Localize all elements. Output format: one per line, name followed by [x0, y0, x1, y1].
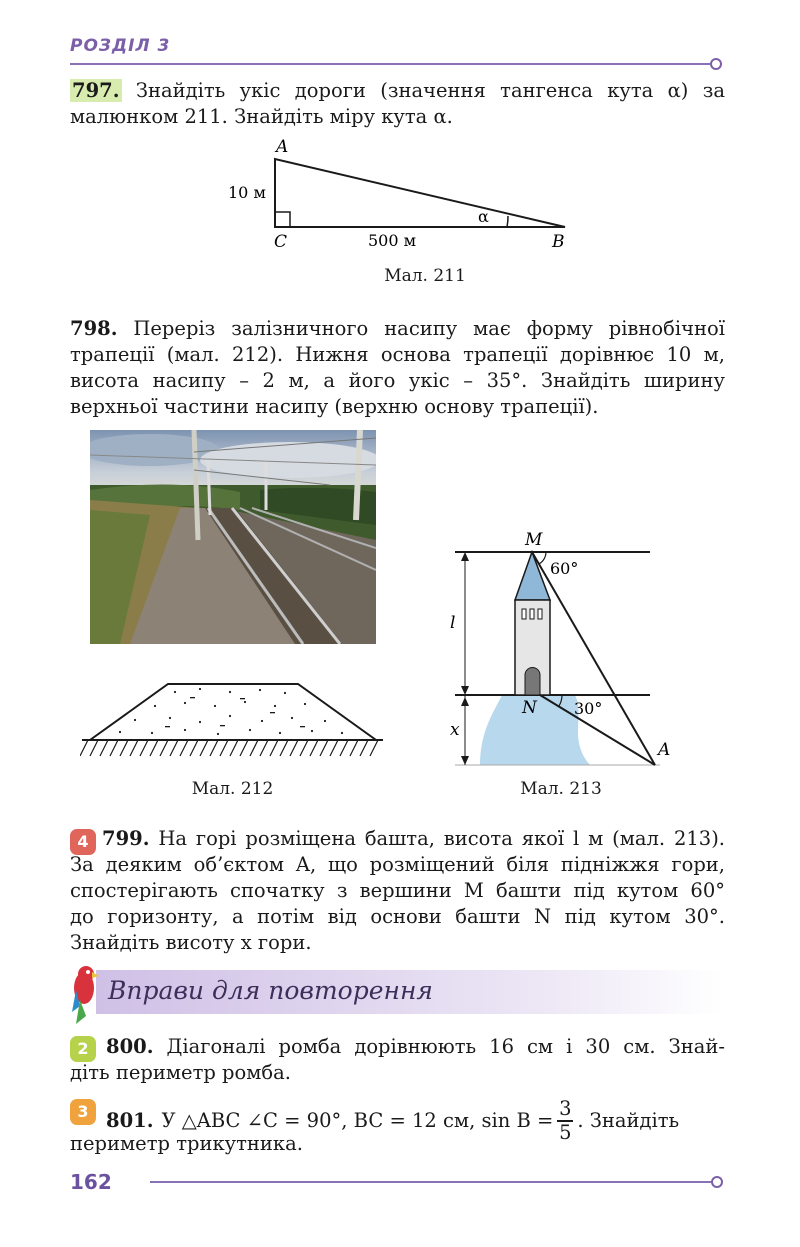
exercise-text: Знайдіть висоту x гори. [70, 931, 312, 954]
fraction-denominator: 5 [559, 1120, 572, 1144]
exercise-text: периметр трикутника. [70, 1132, 303, 1155]
exercise-text: На горі розміщена башта, висота якої l м (мал. 213). [158, 827, 726, 850]
exercise-text: спостерігають спочатку з вершини M башти під кутом 60° [70, 879, 725, 902]
difficulty-badge-2: 2 [70, 1036, 96, 1062]
figure-213-caption: Мал. 213 [520, 779, 602, 799]
exercise-800 [70, 1034, 725, 1086]
exercise-text: . Знайдіть [577, 1108, 680, 1132]
vertex-b-label: B [552, 232, 565, 252]
exercise-797 [70, 78, 725, 130]
exercise-number: 798. [70, 317, 118, 340]
exercise-number: 800. [106, 1035, 154, 1058]
exercise-text: діть периметр ромба. [70, 1061, 291, 1084]
footer-rule [150, 1181, 712, 1183]
point-a-label: A [658, 740, 671, 760]
header-rule [70, 63, 710, 65]
base-length-label: 500 м [368, 231, 417, 250]
review-title: Вправи для повторення [108, 976, 433, 1005]
height-x-label: x [450, 720, 460, 740]
exercise-number: 801. [106, 1108, 154, 1132]
section-label: РОЗДІЛ 3 [70, 36, 171, 56]
fraction [557, 1098, 573, 1144]
point-n-label: N [522, 698, 537, 718]
exercise-text: У △ABC ∠C = 90°, BC = 12 см, sin B = [161, 1108, 554, 1132]
exercise-text: Переріз залізничного насипу має форму рівнобічної [133, 317, 725, 340]
page-number: 162 [70, 1170, 112, 1194]
angle-60-label: 60° [550, 559, 579, 578]
angle-30-label: 30° [574, 699, 603, 718]
height-l-label: l [450, 613, 456, 633]
exercise-text: За деяким об’єктом A, що розміщений біля підніжжя гори, [70, 853, 725, 876]
vertex-c-label: C [274, 232, 288, 252]
header-dot-icon [710, 58, 722, 70]
exercise-text: Діагоналі ромба дорівнюють 16 см і 30 см. Знай- [166, 1035, 725, 1058]
railway-photo [90, 430, 376, 644]
difficulty-badge-3: 3 [70, 1099, 96, 1125]
exercise-799 [70, 826, 725, 956]
point-m-label: M [525, 530, 543, 550]
footer-dot-icon [711, 1176, 723, 1188]
exercise-text: до горизонту, а потім від основи башти N під кутом 30°. [70, 905, 725, 928]
figure-212-embankment [80, 678, 385, 760]
parrot-icon [66, 962, 102, 1026]
exercise-number: 797. [72, 79, 120, 102]
fraction-numerator: 3 [559, 1097, 572, 1120]
figure-212-caption: Мал. 212 [191, 779, 274, 799]
exercise-798 [70, 316, 725, 420]
figure-213-tower [440, 525, 680, 775]
side-length-label: 10 м [228, 183, 266, 202]
exercise-text: Знайдіть укіс дороги (значення тангенса кута α) за [135, 79, 725, 102]
angle-alpha-label: α [478, 207, 489, 226]
exercise-text: трапеції (мал. 212). Нижня основа трапеції дорівнює 10 м, [70, 343, 725, 366]
exercise-text: малюнком 211. Знайдіть міру кута α. [70, 105, 453, 128]
exercise-text: верхньої частини насипу (верхню основу трапеції). [70, 395, 599, 418]
exercise-text: висота насипу – 2 м, а його укіс – 35°. Знайдіть ширину [70, 369, 725, 392]
figure-211-caption: Мал. 211 [384, 266, 466, 286]
vertex-a-label: A [276, 137, 289, 157]
difficulty-badge-4: 4 [70, 829, 96, 855]
exercise-number: 799. [102, 827, 150, 850]
figure-211-triangle [220, 135, 590, 255]
